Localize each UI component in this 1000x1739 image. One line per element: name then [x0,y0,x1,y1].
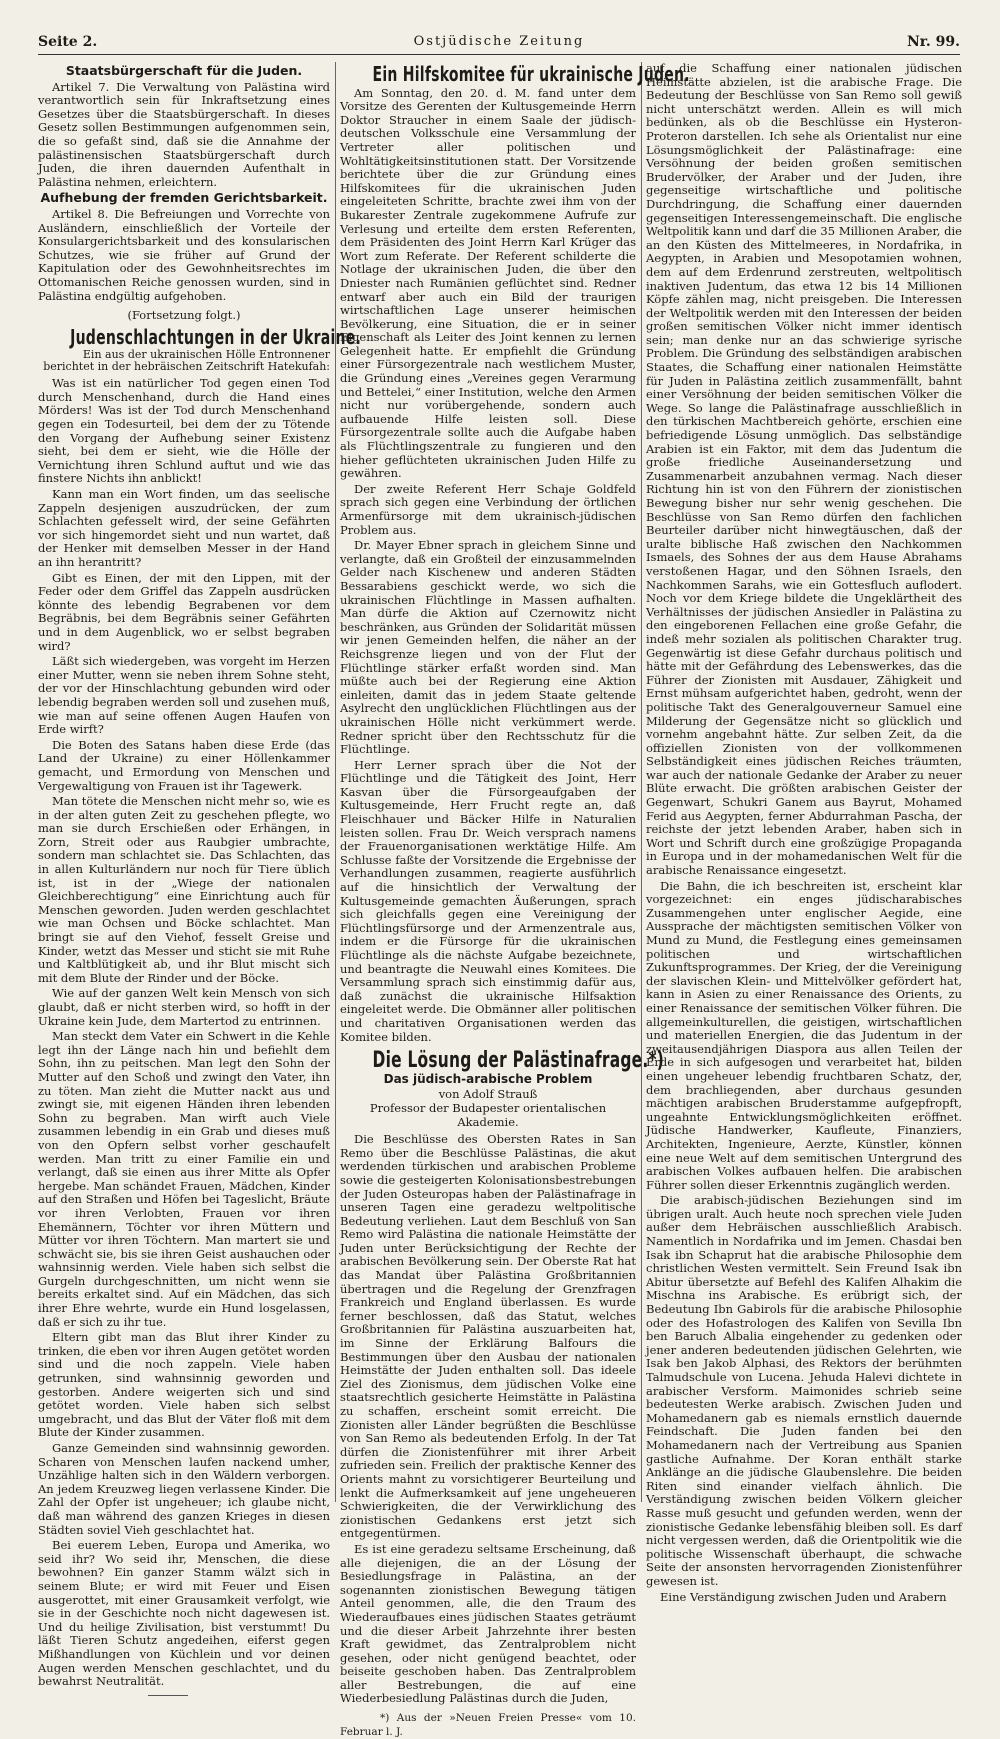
paragraph: Die arabisch-jüdischen Beziehungen sind im übrigen uralt. Auch heute noch sprechen viele Juden außer dem Hebräischen ausschließlich Arabisch. Namentlich in Nordafrika und im Jemen. Chasdai ben Isak ibn Schaprut hat die arabische Philosophie dem christlichen Westen vermittelt. Sein Freund Isak ibn Abitur übersetzte auf Befehl des Kalifen Alhakim die Mischna ins Arabische. Es erübrigt sich, der Bedeutung Ibn Gabirols für die arabische Philosophie oder des Hofastrologen des Kalifen von Sevilla Ibn ben Baruch Albalia eingehender zu gedenken oder jener anderen bedeutenden jüdischen Gelehrten, wie Isak ben Jakob Alphasi, des Rektors der berühmten Talmudschule von Lucena. Jehuda Halevi dichtete in arabischer Versform. Maimonides schrieb seine bedeutesten Werke arabisch. Zwischen Juden und Mohamedanern gab es niemals ernstlich dauernde Feindschaft. Die Juden fanden bei den Mohamedanern nach der Vertreibung aus Spanien gastliche Aufnahme. Der Koran enthält starke Anklänge an die jüdische Glaubenslehre. Die beiden Riten sind einander vielfach ähnlich. Die Verständigung zwischen beiden Völkern gleicher Rasse muß gesucht und gefunden werden, wenn der zionistische Gedanke lebensfähig bleiben soll. Es darf nicht vergessen werden, daß die Orientpolitik wie die politische Wissenschaft überhaupt, die schwache Seite der ansonsten hervorragenden Zionistenführer gewesen ist. [646,1193,962,1588]
column-2 [340,62,690,1738]
paragraph: Man tötete die Menschen nicht mehr so, wie es in der alten guten Zeit zu geschehen pflegte, wo man sie durch Erschießen oder Erhängen, in Zorn, Streit oder aus Raubgier umbrachte, sondern man schlachtet sie. Das Schlachten, das in allen Kulturländern nur noch für Tiere üblich ist, ist in der „Wiege der nationalen Gleichberechtigung“ eine Einrichtung auch für Menschen geworden. Juden werden geschlachtet wie man Ochsen und Böcke schlachtet. Man bringt sie auf den Viehof, fesselt Greise und Kinder, wetzt das Messer und sticht sie mit Ruhe und Kaltblütigkeit ab, und ihr Blut mischt sich mit dem Blute der Rinder und der Böcke. [38,794,330,985]
paragraph: Kann man ein Wort finden, um das seelische Zappeln desjenigen auszudrücken, der zum Schlachten gefesselt wird, der seine Gefährten vor sich hingemordet sieht und nun wartet, daß der Henker mit demselben Messer in der Hand an ihn herantritt? [38,487,330,569]
end-rule [148,1695,188,1696]
issue-number: Nr. 99. [907,34,960,50]
paragraph: auf die Schaffung einer nationalen jüdischen Heimstätte abzielen, ist die arabische Frage. Die Bedeutung der Beschlüsse von San Remo soll gewiß nicht unterschätzt werden. Allein es will mich bedünken, als ob die Beschlüsse ein Hysteron-Proteron darstellen. Ich sehe als Orientalist nur eine Lösungsmöglichkeit der Palästinafrage: eine Versöhnung der beiden großen semitischen Brudervölker, der Araber und der Juden, ihre gegenseitige wirtschaftliche und politische Durchdringung, die Schaffung einer dauernden gegenseitigen Interessengemeinschaft. Die englische Weltpolitik kann und darf die 35 Millionen Araber, die an den Küsten des Mittelmeeres, in Nordafrika, in Aegypten, in Arabien und Mesopotamien wohnen, dem auf dem Erdenrund zerstreuten, weltpolitisch inaktiven Judentum, das etwa 12 bis 14 Millionen Köpfe zählen mag, nicht preisgeben. Die Interessen der Weltpolitik werden mit den Interessen der beiden großen semitischen Völker nicht immer identisch sein; man denke nur an das schwierige syrische Problem. Die Gründung des selbständigen arabischen Staates, die Schaffung einer nationalen Heimstätte für Juden in Palästina zeitlich zusammenfällt, bahnt einer Versöhnung der beiden semitischen Völker die Wege. So lange die Palästinafrage ausschließlich in den türkischen Machtbereich gehörte, erschien eine befriedigende Lösung unmöglich. Das selbständige Arabien ist ein Faktor, mit dem das Judentum die große friedliche Auseinandersetzung und Zusammenarbeit anzubahnen vermag. Nach dieser Richtung hin ist von den Führern der zionistischen Bewegung bisher nur sehr wenig geschehen. Die Beschlüsse von San Remo dürfen den fachlichen Beurteiler darüber nicht hinwegtäuschen, daß der uralte biblische Haß zwischen den Nachkommen Ismaels, des Sohnes der aus dem Hause Abrahams verstoßenen Hagar, und den Söhnen Israels, den Nachkommen Sarahs, wie ein Gottesfluch auflodert. Noch vor dem Kriege bildete die Ungeklärtheit des Verhältnisses der jüdischen Ansiedler in Palästina zu den eingeborenen Fellachen eine große Gefahr, die indeß mehr sozialen als politischen Charakter trug. Gegenwärtig ist diese Gefahr durchaus politisch und hätte mit der Gefährdung des Lebenswerkes, das die Führer der Zionisten mit Ausdauer, Zähigkeit und Ernst mühsam aufgerichtet haben, gedroht, wenn der politische Takt des Generalgouverneur Samuel eine Milderung der Gegensätze nicht so glücklich und vornehm angebahnt hätte. Zur selben Zeit, da die offiziellen Zionisten von der vollkommenen Selbständigkeit eines jüdischen Reiches träumten, war auch der nationale Gedanke der Araber zu neuer Blüte erwacht. Die größten arabischen Geister der Gegenwart, Schukri Ganem aus Bayrut, Mohamed Ferid aus Aegypten, ferner Abdurrahman Pascha, der reichste der jetzt lebenden Araber, haben sich in Wort und Schrift durch eine großzügige Propaganda in Europa und in der mohamedanischen Welt für die arabische Renaissance eingesetzt. [646,61,962,878]
paragraph: Dr. Mayer Ebner sprach in gleichem Sinne und verlangte, daß ein Großteil der einzusammelnden Gelder nach Kischenew und anderen Städten Bessarabiens geschickt werde, wo sich die ukrainischen Flüchtlinge in Massen aufhalten. Man dürfe die Aktion auf Czernowitz nicht beschränken, aus Gründen der Solidarität müssen wir jenen Gemeinden helfen, die näher an der Reichsgrenze liegen und von der Flut der Flüchtlinge stärker erfaßt worden sind. Man müßte auch bei der Regierung eine Aktion einleiten, damit das in jedem Staate geltende Asylrecht den unglücklichen Flüchtlingen aus der ukrainischen Hölle nicht verkümmert werde. Redner spricht über den Rechtsschutz für die Flüchtlinge. [340,538,636,757]
article-8: Artikel 8. Die Befreiungen und Vorrechte von Ausländern, einschließlich der Vorteile der Konsulargerichtsbarkeit und des konsularischen Schutzes, wie sie früher auf Grund der Kapitulation oder des Gewohnheitsrechtes im Ottomanischen Reiche genossen wurden, sind in Palästina endgültig aufgehoben. [38,206,330,303]
continued-note: (Fortsetzung folgt.) [127,308,241,323]
paragraph: Gibt es Einen, der mit den Lippen, mit der Feder oder dem Griffel das Zappeln ausdrücken könnte des lebendig Begrabenen vor dem Begräbnis, bei dem Begräbnis seiner Gefährten und in dem Augenblick, wo er selbst begraben wird? [38,570,330,653]
paragraph: Die Bahn, die ich beschreiten ist, erscheint klar vorgezeichnet: ein enges jüdischarabisches Zusammengehen unter englischer Aegide, eine Aussprache der mächtigsten semitischen Völker von Mund zu Mund, die Festlegung eines gemeinsamen politischen und wirtschaftlichen Zukunftsprogrammes. Der Krieg, der die Vereinigung der slavischen Klein- und Mittelvölker gefördert hat, kann in Asien zu einer Renaissance des Orients, zu einer Renaissance der semitischen Völker führen. Die allgemeinkulturellen, die geistigen, wirtschaftlichen und materiellen Energien, die das Judentum in der zweitausendjährigen Diaspora aus allen Teilen der Erde in sich aufgesogen und verarbeitet hat, bilden einen ungeheuer lebendig fruchtbaren Schatz, der, dem brachliegenden, aber durchaus gesunden mächtigen arabischen Bruderstamme aufgepfropft, ungeahnte Entwicklungsmöglichkeiten eröffnet. Jüdische Handwerker, Kaufleute, Finanziers, Architekten, Ingenieure, Aerzte, Künstler, können eine neue Welt auf dem semitischen Untergrund des arabischen Volkes aufbauen helfen. Die arabischen Führer sollen dieser Erkenntnis zugänglich werden. [646,878,962,1192]
paragraph: Ganze Gemeinden sind wahnsinnig geworden. Scharen von Menschen laufen nackend umher, Unzählige halten sich in den Wäldern verborgen. An jedem Kreuzweg liegen verlassene Kinder. Die Zahl der Opfer ist ungeheuer; ich glaube nicht, daß man während des ganzen Krieges in diesen Städten soviel Vieh geschlachtet hat. [38,1441,330,1537]
paragraph: Es ist eine geradezu seltsame Erscheinung, daß alle diejenigen, die an der Lösung der Besiedlungsfrage in Palästina, an der sogenannten zionistischen Bewegung tätigen Anteil genommen, alle, die den Traum des Wiederaufbaues eines jüdischen Staates geträumt und die dieser Arbeit Jahrzehnte ihrer besten Kraft gewidmet, das Zentralproblem nicht gesehen, oder nicht genügend beachtet, oder beiseite geschoben haben. Das Zentralproblem aller Bestrebungen, die auf eine Wiederbesiedlung Palästinas durch die Juden, [340,1541,636,1706]
paragraph: Eltern gibt man das Blut ihrer Kinder zu trinken, die eben vor ihren Augen getötet worden sind und die noch zappeln. Viele haben getrunken, sind wahnsinnig geworden und gestorben. Andere weigerten sich und sind getötet worden. Viele haben sich selbst umgebracht, und das Blut der Väter floß mit dem Blute der Kinder zusammen. [38,1330,330,1440]
paragraph: Herr Lerner sprach über die Not der Flüchtlinge und die Tätigkeit des Joint, Herr Kasvan über die Fürsorgeaufgaben der Kultusgemeinde, Herr Frucht regte an, daß Fleischhauer und Bäcker Hilfe in Naturalien leisten sollen. Frau Dr. Weich versprach namens der Frauenorganisationen werktätige Hilfe. Am Schlusse faßte der Vorsitzende die Ergebnisse der Verhandlungen zusammen, reagierte ausführlich auf die hinsichtlich der Verwaltung der Kultusgemeinde gemachten Äußerungen, sprach sich gleichfalls gegen eine Vereinigung der Flüchtlingsfürsorge und der Armenzentrale aus, indem er die Fürsorge für die ukrainischen Flüchtlinge als die nächste Aufgabe bezeichnete, und beantragte die Neuwahl eines Komitees. Die Versammlung sprach sich einstimmig dafür aus, daß zunächst die ukrainische Hilfsaktion eingeleitet werde. Die Obmänner aller politischen und charitativen Organisationen werden das Komitee bilden. [340,757,636,1044]
author-affiliation: Professor der Budapester orientalischen Akademie. [369,1100,607,1129]
paragraph: Am Sonntag, den 20. d. M. fand unter dem Vorsitze des Gerenten der Kultusgemeinde Herrn Doktor Straucher in einem Saale der jüdisch-deutschen Volksschule eine Versammlung der Vertreter aller politischen und Wohltätigkeitsinstitutionen statt. Der Vorsitzende berichtete über die zur Gründung eines Hilfskomitees für die ukrainischen Juden eingeleiteten Schritte, brachte zwei ihm von der Bukarester Zentrale zugekommene Aufrufe zur Verlesung und erteilte dem ersten Referenten, dem Präsidenten des Joint Herrn Karl Krüger das Wort zum Referate. Der Referent schilderte die Notlage der ukrainischen Juden, die über den Dniester nach Rumänien geflüchtet sind. Redner entwarf aber auch ein Bild der traurigen wirtschaftlichen Lage unserer heimischen Bevölkerung, eine Situation, die er in seiner Eigenschaft als Leiter des Joint kennen zu lernen Gelegenheit hatte. Er empfiehlt die Gründung einer Fürsorgezentrale nach westlichem Muster, die Gründung eines „Vereines gegen Verarmung und Bettelei,“ einer Institution, welche den Armen nicht nur vorübergehende, sondern auch aufbauende Hilfe leisten soll. Diese Fürsorgezentrale sollte auch die Aufgabe haben als Flüchtlingszentrale zu fungieren und den hieher geflüchteten ukrainischen Juden Hilfe zu gewähren. [340,85,636,481]
heading-aid-committee: Ein Hilfskomitee für ukrainische Juden. [372,62,690,86]
paragraph: Läßt sich wiedergeben, was vorgeht im Herzen einer Mutter, wenn sie neben ihrem Sohne steht, der vor der Hinschlachtung gebunden wird oder lebendig begraben werden soll und zusehen muß, wie man auf seine offenen Augen Haufen von Erde wirft? [38,654,330,737]
article-subtitle: Das jüdisch-arabische Problem [383,1071,593,1086]
paragraph: Die Boten des Satans haben diese Erde (das Land der Ukraine) zu einer Höllenkammer gemacht, und Ermordung von Menschen und Vergewaltigung von Frauen ist ihr Tagewerk. [38,737,330,793]
paragraph: Wie auf der ganzen Welt kein Mensch von sich glaubt, daß er nicht sterben wird, so hofft in der Ukraine kein Jude, dem Martertod zu entrinnen. [38,986,330,1028]
paragraph: Die Beschlüsse des Obersten Rates in San Remo über die Beschlüsse Palästinas, die akut werdenden türkischen und arabischen Probleme sowie die gesteigerten Kolonisationsbestrebungen der Juden Osteuropas haben der Palästinafrage in unseren Tagen eine geradezu weltpolitische Bedeutung verliehen. Laut dem Beschluß von San Remo wird Palästina die nationale Heimstätte der Juden unter Berücksichtigung der Rechte der arabischen Bevölkerung sein. Der Oberste Rat hat das Mandat über Palästina Großbritannien übertragen und die Regelung der Grenzfragen Frankreich und England überlassen. Es wurde ferner beschlossen, daß das Statut, welches Großbritannien für Palästina auszuarbeiten hat, im Sinne der Erklärung Balfours die Bestimmungen über den Ausbau der nationalen Heimstätte der Juden enthalten soll. Das ideele Ziel des Zionismus, dem jüdischen Volke eine staatsrechtlich gesicherte Heimstätte in Palästina zu schaffen, erscheint somit erreicht. Die Zionisten aller Länder begrüßten die Beschlüsse von San Remo als bedeutenden Erfolg. In der Tat dürfen die Zionistenführer mit ihrer Arbeit zufrieden sein. Freilich der praktische Kenner des Orients mahnt zu vorsichtigerer Beurteilung und lenkt die Aufmerksamkeit auf jene ungeheueren Schwierigkeiten, die der Verwirklichung des zionistischen Gedankens erst jetzt sich entgegentürmen. [340,1132,636,1541]
page-header [38,28,960,55]
column-rule-1 [335,62,336,1502]
page-number: Seite 2. [38,34,98,50]
heading-massacre: Judenschlachtungen in der Ukraine. [70,324,362,349]
paragraph: Man steckt dem Vater ein Schwert in die Kehle legt ihn der Länge nach hin und befiehlt dem Sohn, ihn zu peitschen. Man legt den Sohn der Mutter auf den Schoß und zwingt den Vater, ihn zu töten. Man zieht die Mutter nackt aus und zwingt sie, mit eigenen Händen ihren lebenden Sohn zu begraben. Man wirft auch Viele zusammen lebendig in ein Grab und dieses muß von den Opfern selbst vorher geschaufelt werden. Man tritt zu einer Familie ein und verlangt, daß sie einen aus ihrer Mitte als Opfer hergebe. Man schändet Frauen, Mädchen, Kinder auf den Straßen und Höfen bei Tageslicht, Bräute vor ihren Verlobten, Frauen vor ihren Ehemännern, Töchter vor ihren Müttern und Mütter vor ihren Töchtern. Man martert sie und schwächt sie, bis sie ihren Geist aushauchen oder wahnsinnig werden. Viele haben sich selbst die Gurgeln durchgeschnitten, um nicht wenn sie bereits erkaltet sind. Auf ein Mädchen, das sich ihrer Ehre wehrte, wurde ein Hund losgelassen, daß er sich zu ihr tue. [38,1029,330,1329]
heading-citizenship: Staatsbürgerschaft für die Juden. [65,63,303,78]
article-7: Artikel 7. Die Verwaltung von Palästina wird verantwortlich sein für Inkraftsetzung eines Gesetzes über die Staatsbürgerschaft. In dieses Gesetz sollen Bestimmungen aufgenommen sein, die so gefaßt sind, daß sie die Annahme der palästinensischen Staatsbürgerschaft durch Juden, die ihren dauernden Aufenthalt in Palästina nehmen, erleichtern. [38,79,330,189]
article-author: von Adolf Strauß [438,1087,538,1102]
massacre-source-note: Ein aus der ukrainischen Hölle Entronnener berichtet in der hebräischen Zeitschrift Hatekufah: [43,348,330,374]
column-1 [38,62,362,1689]
heading-palestine-solution: Die Lösung der Palästinafrage.*) [372,1048,665,1074]
newspaper-title: Ostjüdische Zeitung [413,34,585,49]
footnote: *) Aus der »Neuen Freien Presse« vom 10. Februar l. J. [340,1712,636,1738]
paragraph: Eine Verständigung zwischen Juden und Arabern [660,1589,947,1604]
paragraph: Der zweite Referent Herr Schaje Goldfeld sprach sich gegen eine Verbindung der örtlichen Armenfürsorge mit dem ukrainisch-jüdischen Problem aus. [340,481,636,537]
heading-jurisdiction: Aufhebung der fremden Gerichtsbarkeit. [40,190,328,206]
paragraph: Bei euerem Leben, Europa und Amerika, wo seid ihr? Wo seid ihr, Menschen, die diese bewohnen? Ein ganzer Stamm wälzt sich in seinem Blute; er wird mit Feuer und Eisen ausgerottet, mit einer Grausamkeit verfolgt, wie sie in der Geschichte noch nicht dagewesen ist. Und du heilige Zivilisation, bist verstummt! Du läßt Tieren Schutz angedeihen, eiferst gegen Mißhandlungen von Küchlein und vor deinen Augen werden Menschen geschlachtet, und du bewahrst Neutralität. [38,1538,330,1689]
column-rule-2 [641,62,642,1502]
column-3 [646,61,962,1604]
paragraph: Was ist ein natürlicher Tod gegen einen Tod durch Menschenhand, durch die Hand eines Mörders! Was ist der Tod durch Menschenhand gegen ein Todesurteil, bei dem der zu Tötende den Vorgang der Aufhebung seiner Existenz sieht, bei dem er sieht, wie die Hölle der Vernichtung ihren Schlund auftut und wie das finstere Nichts ihn anblickt! [38,376,330,486]
